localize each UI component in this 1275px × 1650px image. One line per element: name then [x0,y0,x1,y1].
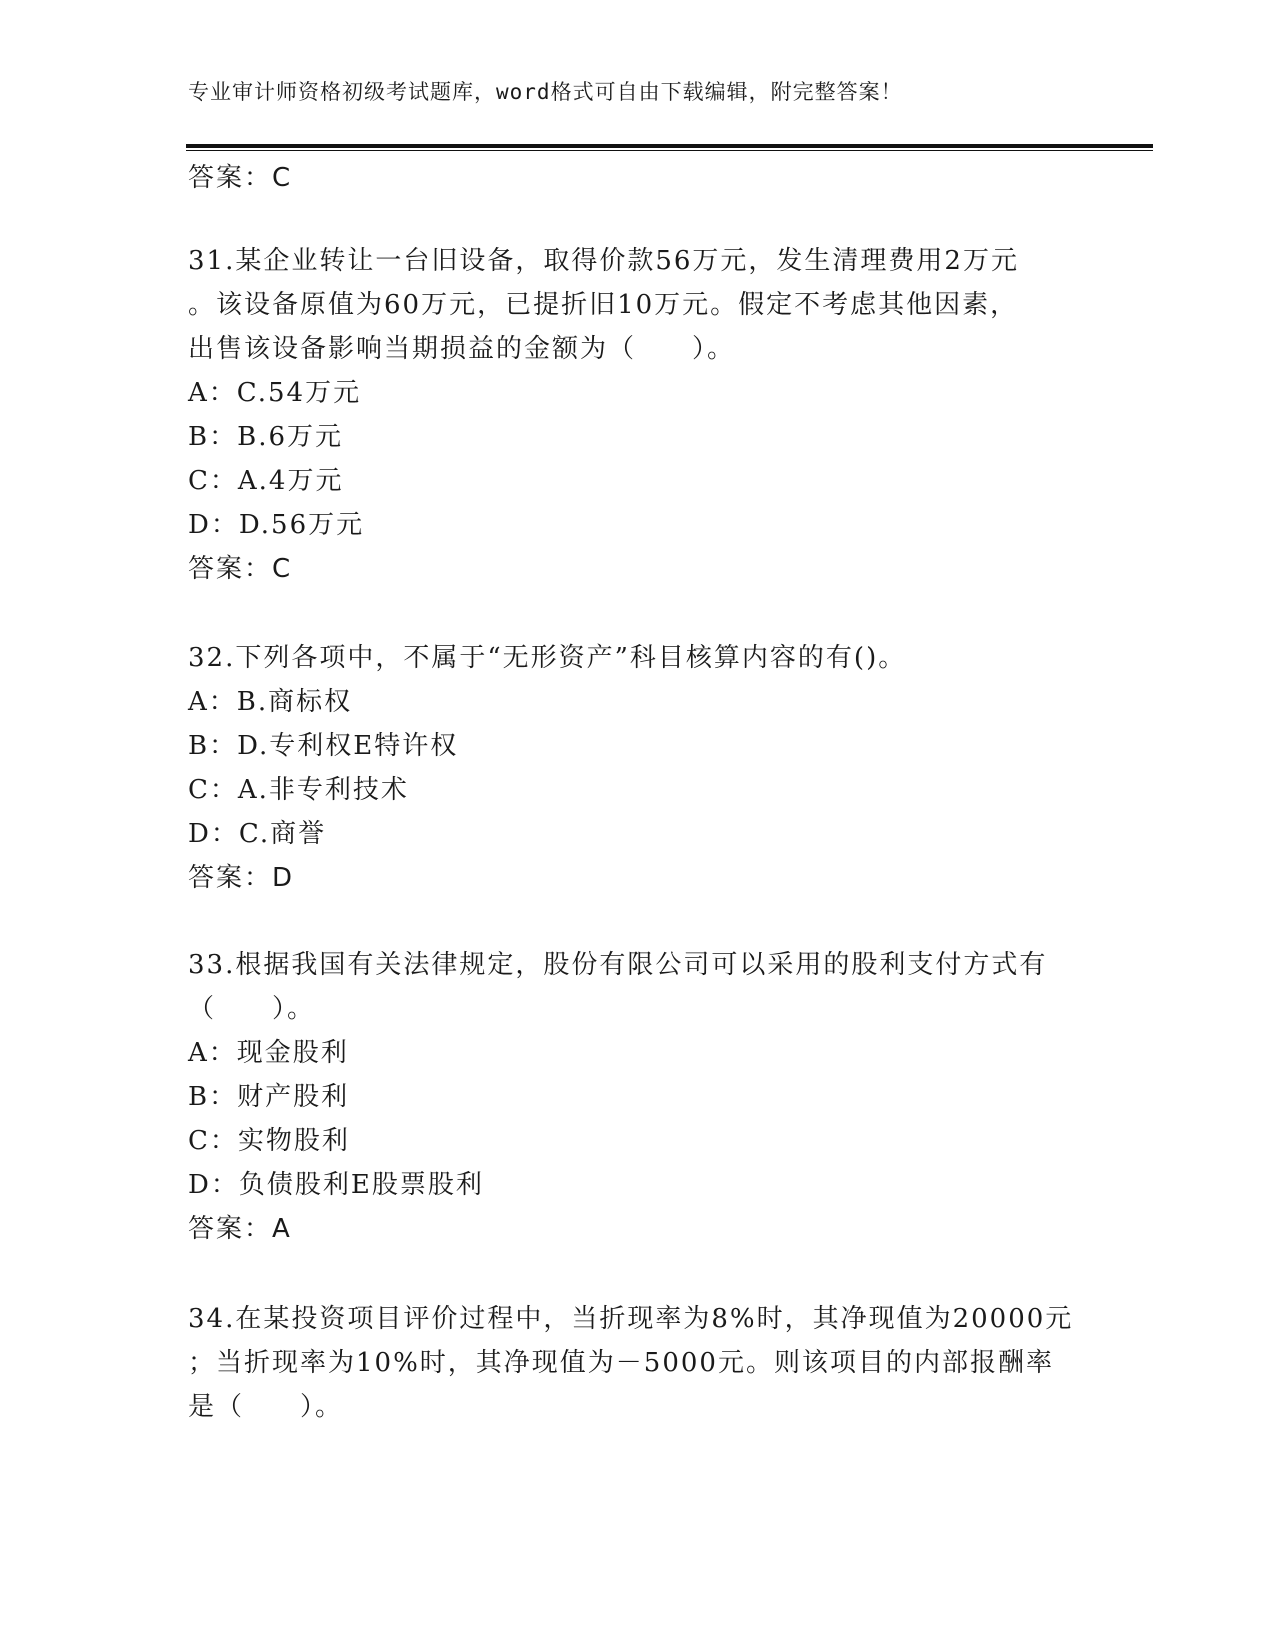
question-31-option-c: C：A.4万元 [188,466,344,496]
question-33-stem-line-1: 33.根据我国有关法律规定，股份有限公司可以采用的股利支付方式有 [188,950,1048,980]
question-31-option-a: A：C.54万元 [188,378,362,408]
header-rule-thin [186,150,1153,151]
question-31-option-b: B：B.6万元 [188,422,344,452]
question-32-option-a: A：B.商标权 [188,687,353,717]
question-31-stem-line-3: 出售该设备影响当期损益的金额为（ ）。 [188,334,736,364]
header-rule-thick [186,144,1153,148]
question-33-answer: 答案：A [188,1214,292,1244]
question-32-answer: 答案：D [188,863,295,893]
question-32-option-c: C：A.非专利技术 [188,775,409,805]
question-31-answer: 答案：C [188,554,293,584]
question-34-stem-line-1: 34.在某投资项目评价过程中，当折现率为8%时，其净现值为20000元 [188,1304,1074,1334]
question-33-option-a: A：现金股利 [188,1038,349,1068]
question-31-stem-line-2: 。该设备原值为60万元，已提折旧10万元。假定不考虑其他因素， [188,290,1019,320]
question-33-option-d: D：负债股利E股票股利 [188,1170,484,1200]
question-31-option-d: D：D.56万元 [188,510,365,540]
question-32-stem-line-1: 32.下列各项中，不属于“无形资产”科目核算内容的有()。 [188,643,907,673]
answer-line: 答案：C [188,163,293,193]
question-32-option-d: D：C.商誉 [188,819,327,849]
question-34-stem-line-2: ；当折现率为10%时，其净现值为－5000元。则该项目的内部报酬率 [188,1348,1054,1378]
question-33-option-c: C：实物股利 [188,1126,350,1156]
question-33-option-b: B：财产股利 [188,1082,350,1112]
page-header: 专业审计师资格初级考试题库，word格式可自由下载编辑，附完整答案！ [188,80,903,104]
question-34-stem-line-3: 是（ ）。 [188,1392,344,1422]
question-31-stem-line-1: 31.某企业转让一台旧设备，取得价款56万元，发生清理费用2万元 [188,246,1019,276]
question-33-stem-line-2: （ ）。 [188,994,316,1024]
question-32-option-b: B：D.专利权E特许权 [188,731,459,761]
